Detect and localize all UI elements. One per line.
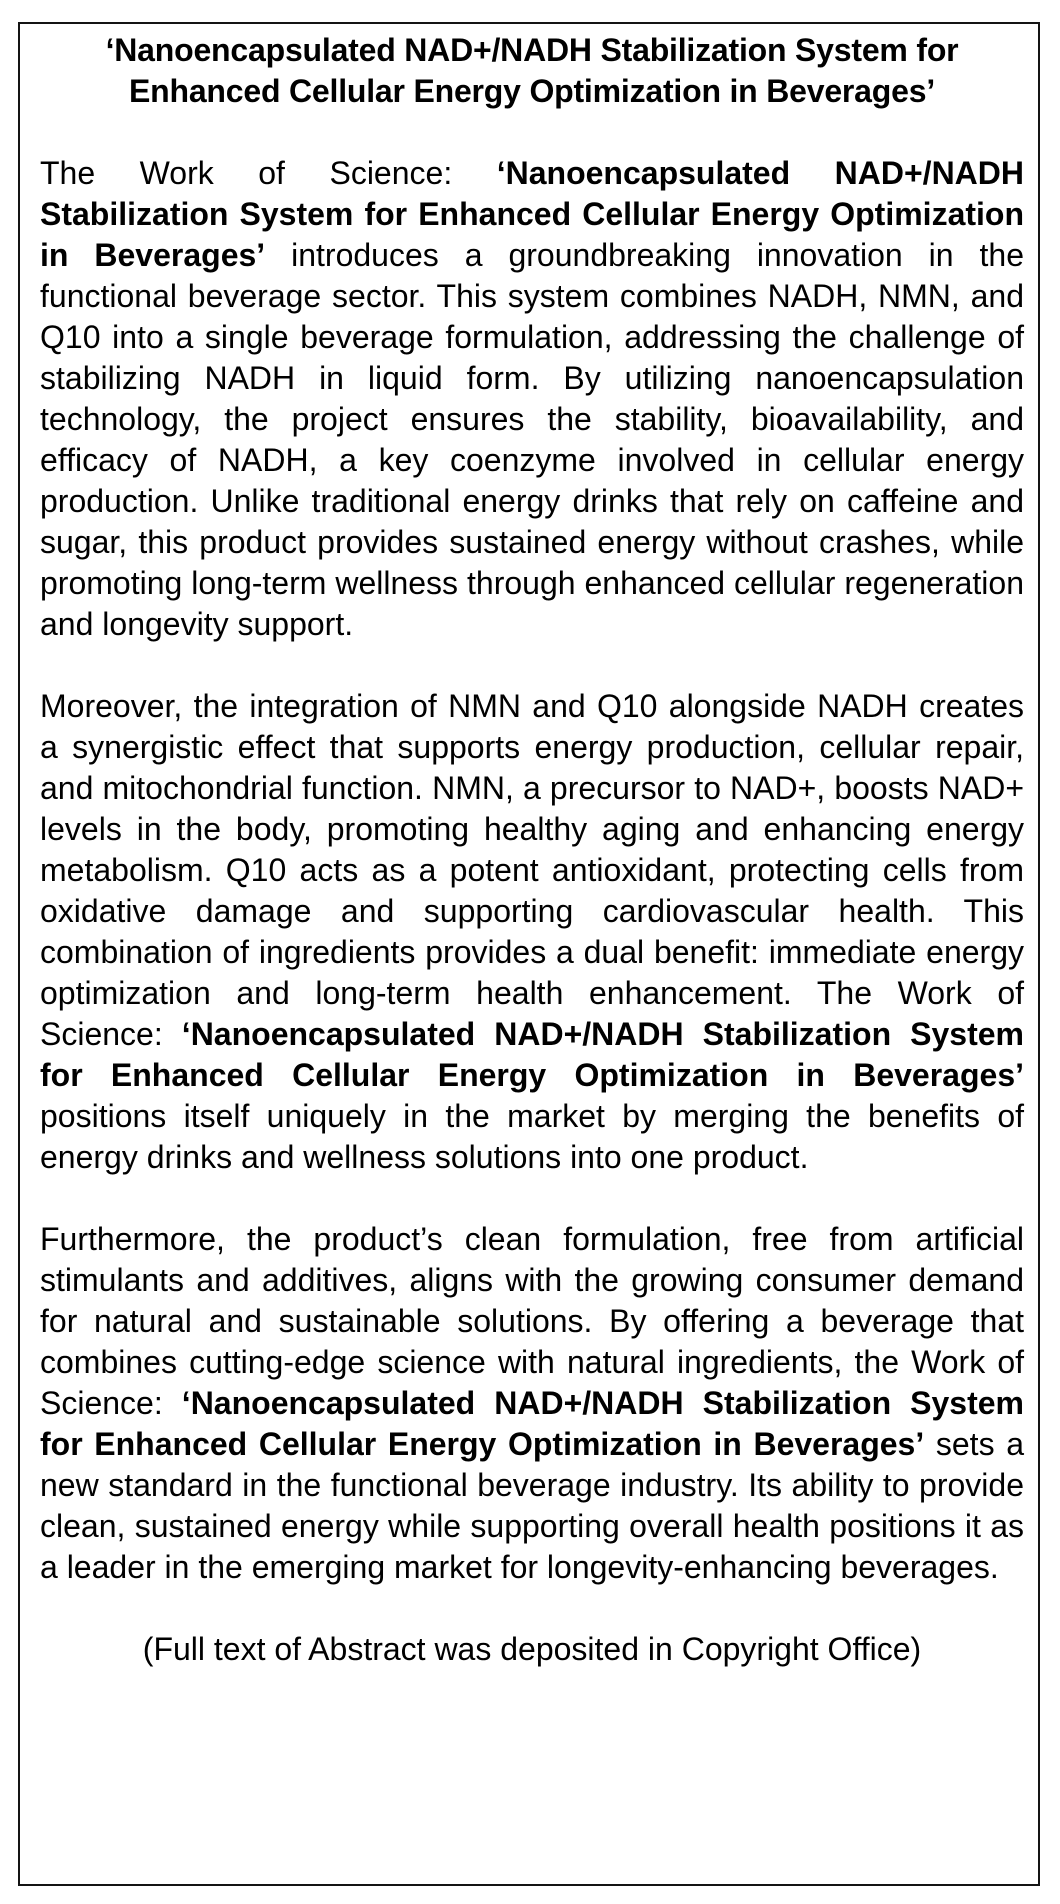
text-run: Moreover, the integration of NMN and Q10 alongside NADH creates a synergistic effect that supports energy production, cellular repair, and mitochondrial function. NMN, a precursor to NAD+, boosts NAD+ levels in the body, promoting healthy aging and enhancing energy metabolism. Q10 acts as a potent antioxidant, protecting cells from oxidative damage and supporting cardiovascular health. This combination of ingredients provides a dual benefit: immediate energy optimization and long-term health enhancement. The Work of Science: bbox=[40, 688, 1024, 1052]
abstract-paragraph-1 bbox=[40, 153, 1024, 645]
copyright-deposit-note: (Full text of Abstract was deposited in Copyright Office) bbox=[142, 1631, 922, 1667]
abstract-paragraph-2 bbox=[40, 686, 1024, 1178]
text-run: introduces a groundbreaking innovation in the functional beverage sector. This system combines NADH, NMN, and Q10 into a single beverage formulation, addressing the challenge of stabilizing NADH in liquid form. By utilizing nanoencapsulation technology, the project ensures the stability, bioavailability, and efficacy of NADH, a key coenzyme involved in cellular energy production. Unlike traditional energy drinks that rely on caffeine and sugar, this product provides sustained energy without crashes, while promoting long-term wellness through enhanced cellular regeneration and longevity support. bbox=[40, 237, 1024, 642]
work-title: ‘Nanoencapsulated NAD+/NADH Stabilization System for Enhanced Cellular Energy Optimization in Beverages’ bbox=[105, 32, 959, 109]
abstract-paragraph-3 bbox=[40, 1219, 1024, 1588]
text-run: sets a new standard in the functional beverage industry. Its ability to provide clean, sustained energy while supporting overall health positions it as a leader in the emerging market for longevity-enhancing beverages. bbox=[40, 1426, 1025, 1585]
text-run: Furthermore, the product’s clean formulation, free from artificial stimulants and additives, aligns with the growing consumer demand for natural and sustainable solutions. By offering a beverage that combines cutting-edge science with natural ingredients, the Work of Science: bbox=[40, 1221, 1024, 1421]
bold-work-title-run: ‘Nanoencapsulated NAD+/NADH Stabilization System for Enhanced Cellular Energy Optimization in Beverages’ bbox=[40, 1385, 1025, 1462]
text-run: positions itself uniquely in the market by merging the benefits of energy drinks and wellness solutions into one product. bbox=[40, 1098, 1024, 1175]
abstract-bordered-frame bbox=[18, 22, 1040, 1886]
bold-work-title-run: ‘Nanoencapsulated NAD+/NADH Stabilization System for Enhanced Cellular Energy Optimization in Beverages’ bbox=[40, 1016, 1025, 1093]
text-run: The Work of Science: bbox=[40, 155, 497, 191]
bold-work-title-run: ‘Nanoencapsulated NAD+/NADH Stabilization System for Enhanced Cellular Energy Optimization in Beverages’ bbox=[40, 155, 1025, 273]
